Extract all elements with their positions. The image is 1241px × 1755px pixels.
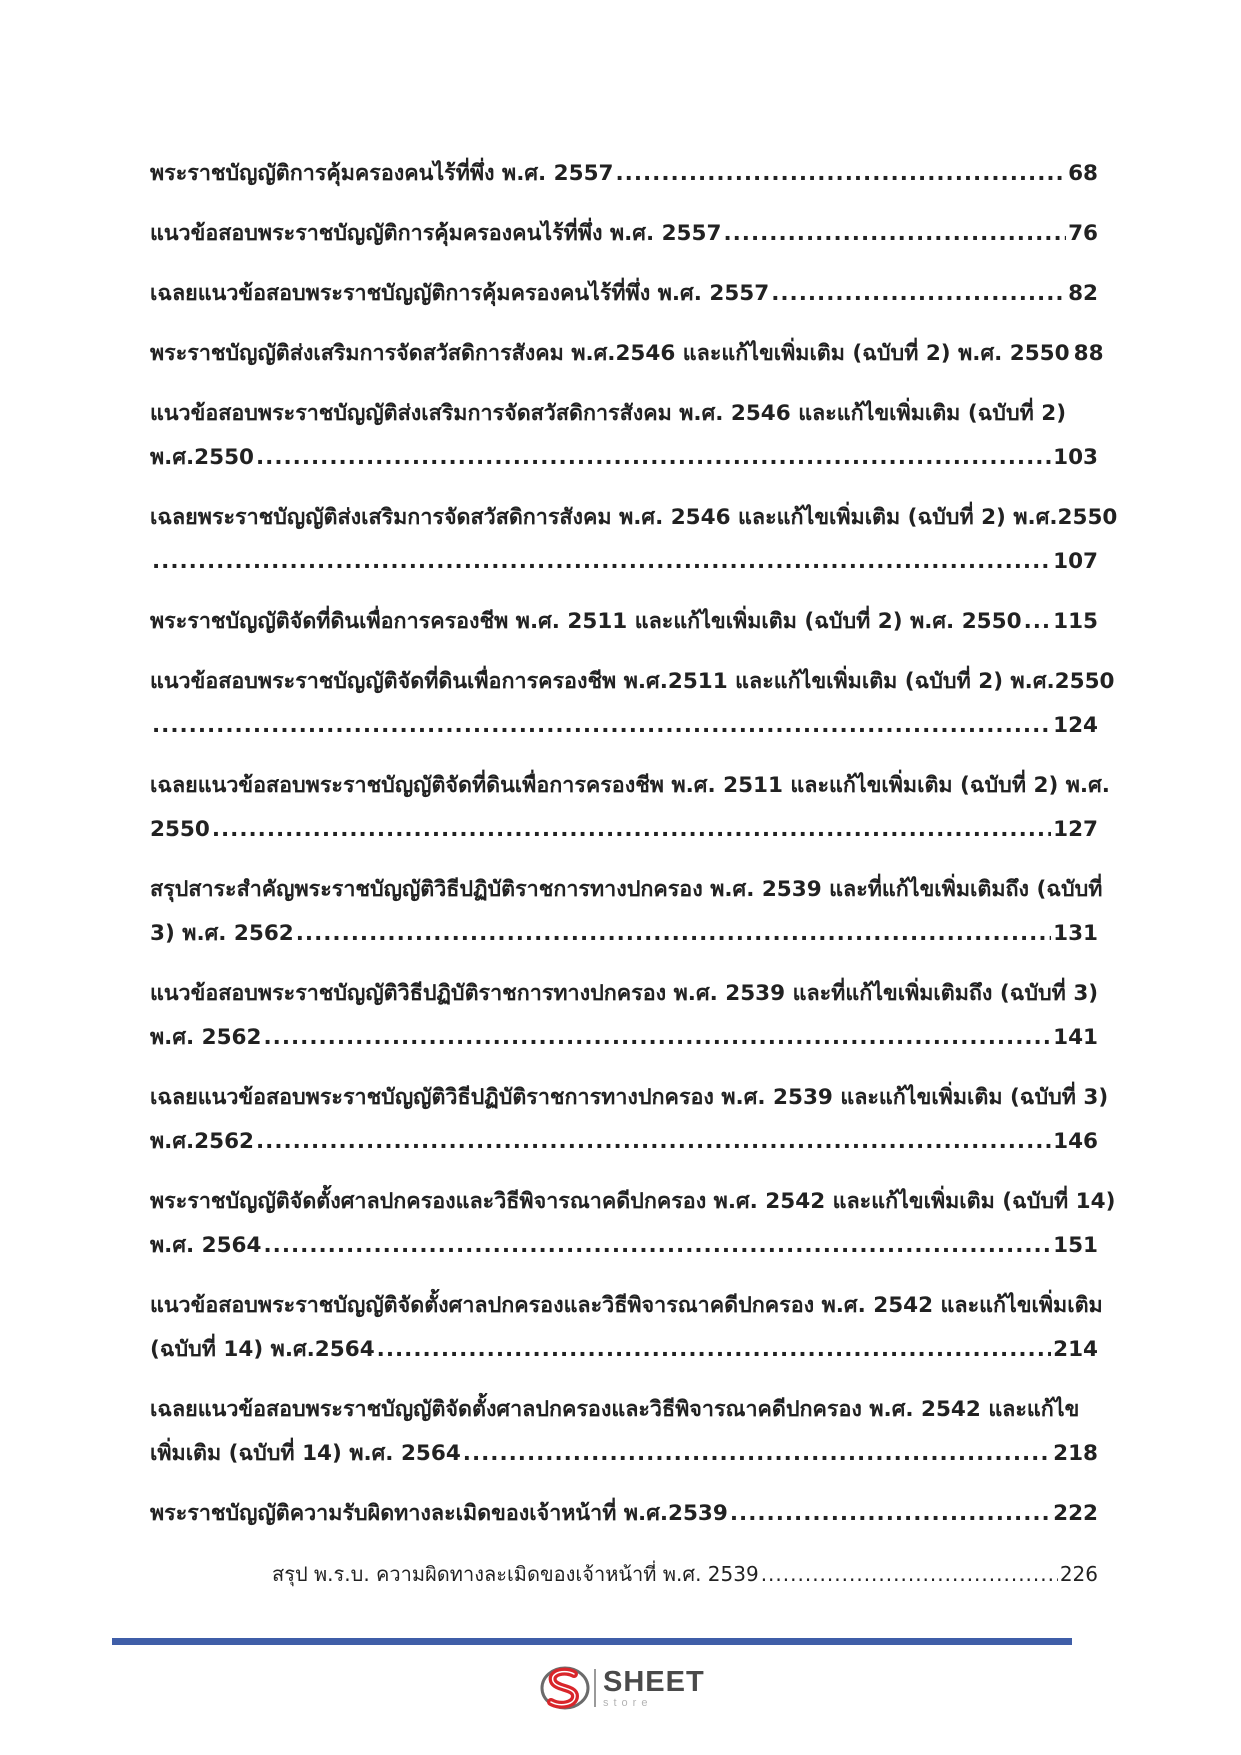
- toc-entry-title: พระราชบัญญัติจัดตั้งศาลปกครองและวิธีพิจารณาคดีปกครอง พ.ศ. 2542 และแก้ไขเพิ่มเติม (ฉบับที่ 14): [150, 1189, 1116, 1214]
- toc-page-number: 131: [1053, 921, 1098, 946]
- toc-entry-title-line2: พ.ศ. 2562: [150, 1025, 262, 1050]
- toc-entry-title: แนวข้อสอบพระราชบัญญัติวิธีปฏิบัติราชการทางปกครอง พ.ศ. 2539 และที่แก้ไขเพิ่มเติมถึง (ฉบับที่ 3): [150, 981, 1099, 1006]
- toc-subentry[interactable]: [272, 1552, 1098, 1596]
- toc-entry-continuation: [150, 1432, 1098, 1476]
- toc-entry-title: เฉลยแนวข้อสอบพระราชบัญญัติการคุ้มครองคนไร้ที่พึ่ง พ.ศ. 2557: [150, 281, 770, 306]
- toc-page-number: 146: [1053, 1129, 1098, 1154]
- dot-leader: [761, 1552, 1058, 1596]
- toc-page-number: 151: [1053, 1233, 1098, 1258]
- toc-entry-title: เฉลยแนวข้อสอบพระราชบัญญัติวิธีปฏิบัติราชการทางปกครอง พ.ศ. 2539 และแก้ไขเพิ่มเติม (ฉบับที่ 3): [150, 1085, 1109, 1110]
- toc-entry-title: แนวข้อสอบพระราชบัญญัติจัดตั้งศาลปกครองและวิธีพิจารณาคดีปกครอง พ.ศ. 2542 และแก้ไขเพิ่มเติม: [150, 1293, 1103, 1318]
- toc-entry[interactable]: [150, 764, 1110, 852]
- toc-entry-title-line2: พ.ศ.2550: [150, 445, 254, 470]
- dot-leader: [152, 540, 1051, 584]
- toc-page-number: 115: [1053, 609, 1098, 634]
- toc-page-number: 214: [1053, 1337, 1098, 1362]
- toc-entry-title: เฉลยแนวข้อสอบพระราชบัญญัติจัดตั้งศาลปกครองและวิธีพิจารณาคดีปกครอง พ.ศ. 2542 และแก้ไข: [150, 1397, 1080, 1422]
- toc-entry-continuation: [150, 808, 1098, 852]
- dot-leader: [730, 1492, 1051, 1536]
- logo-main-text: SHEET: [603, 1665, 705, 1698]
- dot-leader: [296, 912, 1051, 956]
- toc-entry[interactable]: [150, 972, 1098, 1060]
- dot-leader: [771, 272, 1066, 316]
- toc-page-number: 226: [1059, 1562, 1098, 1586]
- toc-entry-title: แนวข้อสอบพระราชบัญญัติการคุ้มครองคนไร้ที่พึ่ง พ.ศ. 2557: [150, 221, 722, 246]
- toc-entry[interactable]: [150, 496, 1118, 584]
- dot-leader: [263, 1224, 1051, 1268]
- toc-entry[interactable]: [150, 212, 1098, 256]
- toc-entry[interactable]: [150, 332, 1104, 376]
- toc-entry[interactable]: [150, 660, 1115, 748]
- toc-entry[interactable]: [150, 1388, 1098, 1476]
- toc-page-number: 82: [1068, 281, 1098, 306]
- toc-entry-continuation: [150, 704, 1098, 748]
- toc-entry-continuation: [150, 540, 1098, 584]
- dot-leader: [377, 1328, 1051, 1372]
- toc-entry[interactable]: [150, 392, 1098, 480]
- toc-entry-continuation: [150, 1016, 1098, 1060]
- toc-entry-continuation: [150, 1120, 1098, 1164]
- toc-entry[interactable]: [150, 152, 1098, 196]
- toc-entry-title-line2: 3) พ.ศ. 2562: [150, 921, 294, 946]
- toc-page-number: 141: [1053, 1025, 1098, 1050]
- toc-page-number: 222: [1053, 1501, 1098, 1526]
- dot-leader: [152, 704, 1051, 748]
- footer-divider-bar: [112, 1638, 1072, 1645]
- toc-page-number: 76: [1068, 221, 1098, 246]
- toc-entry-title: แนวข้อสอบพระราชบัญญัติจัดที่ดินเพื่อการครองชีพ พ.ศ.2511 และแก้ไขเพิ่มเติม (ฉบับที่ 2) พ.ศ.2550: [150, 669, 1115, 694]
- footer-logo: [540, 1665, 705, 1711]
- toc-page-number: 107: [1053, 549, 1098, 574]
- toc-page-number: 103: [1053, 445, 1098, 470]
- dot-leader: [616, 152, 1067, 196]
- toc-entry-title-line2: (ฉบับที่ 14) พ.ศ.2564: [150, 1337, 375, 1362]
- toc-entry[interactable]: [150, 1492, 1098, 1536]
- logo-sub-text: store: [603, 1696, 653, 1709]
- toc-page-number: 124: [1053, 713, 1098, 738]
- toc-entry-title-line2: พ.ศ. 2564: [150, 1233, 262, 1258]
- toc-page-number: 68: [1068, 161, 1098, 186]
- dot-leader: [212, 808, 1051, 852]
- toc-entry-title: พระราชบัญญัติการคุ้มครองคนไร้ที่พึ่ง พ.ศ. 2557: [150, 161, 614, 186]
- toc-entry-title: เฉลยพระราชบัญญัติส่งเสริมการจัดสวัสดิการสังคม พ.ศ. 2546 และแก้ไขเพิ่มเติม (ฉบับที่ 2) พ.ศ.2550: [150, 505, 1118, 530]
- toc-entry[interactable]: [150, 868, 1103, 956]
- toc-entry-continuation: [150, 436, 1098, 480]
- logo-separator: [594, 1669, 596, 1707]
- toc-entry-title-line2: เพิ่มเติม (ฉบับที่ 14) พ.ศ. 2564: [150, 1441, 461, 1466]
- dot-leader: [256, 1120, 1051, 1164]
- logo-wordmark: [603, 1665, 705, 1709]
- toc-entry[interactable]: [150, 1180, 1116, 1268]
- toc-entry-title-line2: 2550: [150, 817, 210, 842]
- sheet-store-logo-icon: [540, 1665, 590, 1711]
- toc-page-number: 88: [1073, 341, 1104, 366]
- toc-entry-title: พระราชบัญญัติจัดที่ดินเพื่อการครองชีพ พ.ศ. 2511 และแก้ไขเพิ่มเติม (ฉบับที่ 2) พ.ศ. 2550: [150, 609, 1022, 634]
- toc-entry-title: สรุป พ.ร.บ. ความผิดทางละเมิดของเจ้าหน้าที่ พ.ศ. 2539: [272, 1562, 759, 1586]
- toc-entry-continuation: [150, 1224, 1098, 1268]
- toc-entry-title: เฉลยแนวข้อสอบพระราชบัญญัติจัดที่ดินเพื่อการครองชีพ พ.ศ. 2511 และแก้ไขเพิ่มเติม (ฉบับที่ 2) พ.ศ.: [150, 773, 1110, 798]
- table-of-contents: [150, 152, 1118, 1612]
- dot-leader: [1024, 600, 1052, 644]
- toc-entry[interactable]: [150, 600, 1098, 644]
- toc-entry-title: พระราชบัญญัติส่งเสริมการจัดสวัสดิการสังคม พ.ศ.2546 และแก้ไขเพิ่มเติม (ฉบับที่ 2) พ.ศ. 2550: [150, 341, 1070, 366]
- dot-leader: [256, 436, 1051, 480]
- toc-entry[interactable]: [150, 272, 1098, 316]
- dot-leader: [463, 1432, 1051, 1476]
- toc-entry[interactable]: [150, 1076, 1109, 1164]
- dot-leader: [723, 212, 1066, 256]
- toc-entry-title: แนวข้อสอบพระราชบัญญัติส่งเสริมการจัดสวัสดิการสังคม พ.ศ. 2546 และแก้ไขเพิ่มเติม (ฉบับที่ 2): [150, 401, 1067, 426]
- toc-entry-continuation: [150, 912, 1098, 956]
- toc-page-number: 127: [1053, 817, 1098, 842]
- toc-entry-title: สรุปสาระสำคัญพระราชบัญญัติวิธีปฏิบัติราชการทางปกครอง พ.ศ. 2539 และที่แก้ไขเพิ่มเติมถึง (ฉบับที่: [150, 877, 1103, 902]
- toc-entry-title-line2: พ.ศ.2562: [150, 1129, 254, 1154]
- toc-entry[interactable]: [150, 1284, 1103, 1372]
- dot-leader: [263, 1016, 1051, 1060]
- toc-entry-continuation: [150, 1328, 1098, 1372]
- toc-entry-title: พระราชบัญญัติความรับผิดทางละเมิดของเจ้าหน้าที่ พ.ศ.2539: [150, 1501, 728, 1526]
- toc-page-number: 218: [1053, 1441, 1098, 1466]
